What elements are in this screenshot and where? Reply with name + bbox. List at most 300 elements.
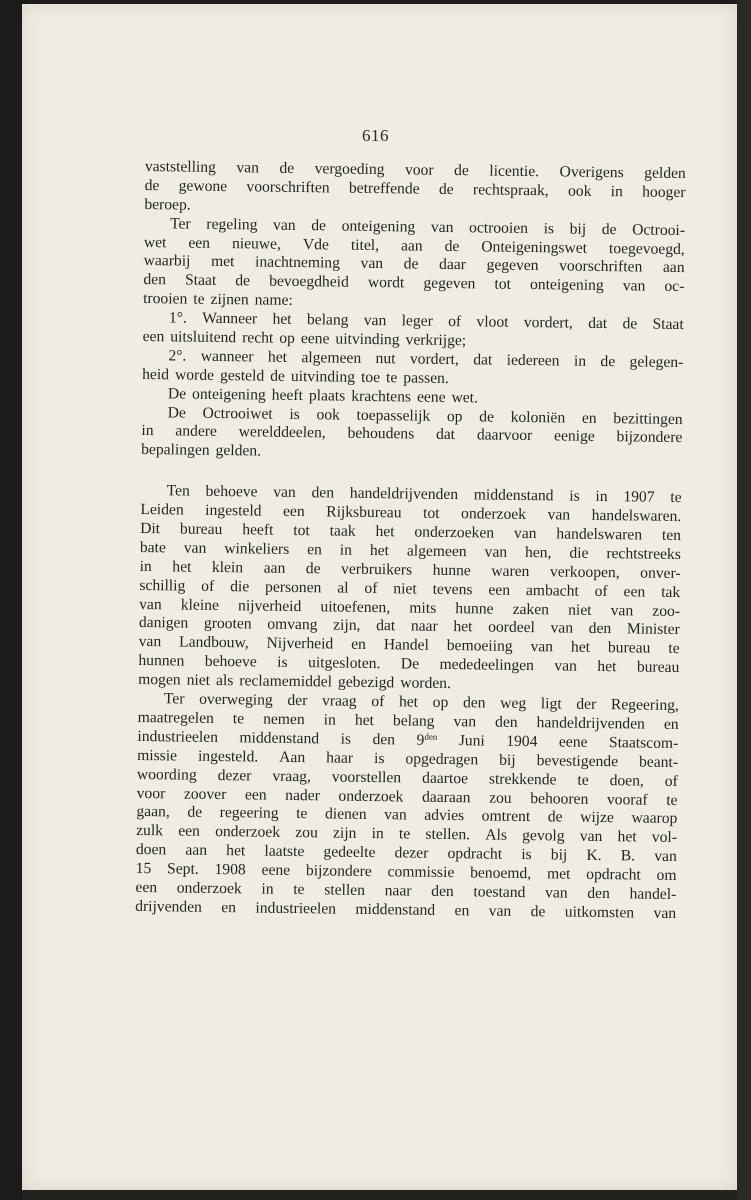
word: de (600, 352, 616, 371)
word: den (588, 620, 612, 638)
word: te (398, 825, 411, 843)
word: is (373, 749, 385, 767)
word: met (546, 865, 571, 883)
word: ingesteld (205, 501, 262, 520)
word: den (494, 713, 518, 731)
word: ook (567, 182, 592, 200)
word: 1907 (623, 488, 655, 506)
word: Vde (302, 235, 330, 253)
word: algemeen (301, 348, 362, 367)
word: heid (142, 365, 170, 384)
word: 1904 (506, 732, 538, 751)
word: handelswaren (556, 525, 643, 544)
word: bepalingen (141, 441, 210, 460)
word: en (581, 409, 597, 427)
word: een (135, 878, 158, 897)
word: toegevoegd, (608, 239, 685, 258)
word: is (569, 487, 580, 505)
word: uitvinding (335, 330, 400, 349)
word: waarop (631, 809, 678, 828)
word: den (372, 730, 396, 749)
word: tot (422, 504, 440, 523)
word: woording (136, 765, 197, 784)
word: De (167, 385, 187, 403)
word: uitvinding (290, 367, 356, 386)
word: tot (293, 522, 310, 540)
word: Staatscom- (608, 733, 679, 752)
word: van (554, 657, 577, 675)
word: opdracht (447, 845, 503, 863)
word: missie (137, 746, 178, 765)
word: al (337, 579, 349, 597)
word: van (513, 524, 537, 543)
word: middenstand (473, 486, 554, 505)
word: in (610, 182, 623, 201)
word: daar (438, 256, 467, 274)
word: vraag (321, 692, 357, 710)
word: een (623, 583, 646, 601)
word: name: (254, 291, 293, 310)
word: Staat (652, 315, 684, 334)
word: het (597, 658, 617, 676)
word: industrieelen (255, 899, 337, 918)
word: grooten (203, 615, 252, 633)
word: bureau (179, 520, 223, 539)
word: 1908 (214, 861, 246, 879)
word: trooien (143, 290, 188, 308)
word: onderzoek (460, 505, 527, 524)
word: leger (401, 312, 433, 330)
word: Staat (184, 271, 217, 290)
paragraph-group-middenstand (135, 482, 682, 924)
word: onteigening (341, 217, 416, 236)
word: van (550, 619, 574, 638)
word: te (293, 880, 305, 899)
word: Minister (626, 620, 680, 639)
word: en (454, 901, 470, 920)
word: het (226, 842, 246, 860)
word: de (305, 559, 321, 578)
word: van (236, 159, 260, 177)
word: van (360, 255, 384, 273)
word: dezer (394, 844, 429, 862)
word: andere (175, 422, 218, 441)
word: of (201, 577, 215, 595)
word: van (547, 506, 571, 524)
word: van (622, 277, 646, 295)
word: de (403, 255, 419, 274)
word: de (144, 176, 160, 195)
word: de (547, 808, 563, 826)
word: onderzoek (215, 823, 281, 842)
word: is (277, 654, 288, 672)
word: van (488, 902, 512, 920)
word: gegeven (423, 274, 476, 293)
word: Wanneer (202, 309, 258, 328)
word: de (622, 315, 638, 333)
word: en (663, 715, 679, 733)
word: voor (404, 161, 434, 179)
word: uitoefenen, (320, 597, 391, 616)
word: zijn, (333, 616, 361, 635)
word: bijzondere (305, 862, 372, 881)
word: te (296, 805, 308, 823)
word: oordeel (488, 619, 535, 637)
word: regeling (206, 215, 258, 234)
word: mits (409, 599, 437, 617)
word: het (267, 348, 288, 366)
word: daartoe (421, 769, 469, 787)
word: Octrooi- (632, 221, 686, 239)
word: op (446, 407, 463, 425)
word: wanneer (200, 347, 254, 366)
word: vergoeding (314, 160, 385, 179)
word: uitgesloten. (307, 654, 381, 673)
word: toe (360, 368, 381, 386)
word: de (454, 162, 469, 180)
word: op (279, 329, 296, 347)
word: behoeve (205, 483, 258, 501)
word: tevens (432, 580, 473, 599)
word: te (670, 489, 682, 507)
word: voor (136, 784, 166, 802)
word: naar (384, 882, 412, 900)
word: omvang (267, 616, 318, 634)
word: dezer (217, 766, 252, 785)
word: voorstellen (331, 768, 402, 787)
word: in (573, 352, 587, 370)
word: gedeelte (323, 843, 376, 862)
word: dat (473, 351, 493, 369)
word: dat (435, 426, 456, 444)
word: inachtneming (254, 253, 341, 273)
word: is (289, 405, 300, 423)
word: te (666, 791, 678, 809)
word: eene (416, 388, 446, 406)
word: is (340, 730, 352, 748)
word: de (270, 367, 286, 385)
word: commissie (387, 863, 455, 882)
word: omtrent (481, 807, 531, 826)
word: het (354, 711, 375, 729)
word: Sept. (167, 860, 199, 878)
word: nader (285, 786, 320, 804)
word: het (172, 558, 192, 576)
word: zaken (512, 600, 550, 618)
word: schillig (139, 576, 186, 595)
word: strekkende (488, 770, 557, 789)
word: een (282, 502, 305, 521)
word: ambacht (525, 581, 579, 600)
word: van (138, 633, 162, 651)
word: middenstand (355, 900, 436, 919)
word: de (444, 237, 460, 255)
word: zoo- (652, 602, 681, 620)
word: gewone (178, 177, 228, 195)
word: die (569, 544, 589, 562)
word: de (311, 216, 327, 235)
word: Onteigeningswet (481, 237, 588, 257)
word: mogen (138, 671, 181, 689)
word: daaraan (421, 788, 471, 806)
word: of (371, 693, 385, 711)
word: bezittingen (613, 409, 683, 428)
word: haar (326, 749, 354, 767)
word: zoover (183, 785, 227, 803)
word: aan (263, 559, 286, 577)
word: aan (185, 841, 208, 860)
word: handeldrijvenden (349, 484, 459, 504)
word: ingesteld. (197, 747, 259, 766)
word: bij (499, 751, 516, 769)
word: danigen (138, 614, 189, 633)
word: passen. (403, 369, 449, 387)
word: gebezigd (337, 673, 395, 692)
word: klein (211, 558, 244, 577)
word: benoemd, (470, 864, 532, 883)
word: rechtspraak, (472, 181, 549, 200)
word: industrieelen (137, 727, 219, 746)
word: maatregelen (137, 708, 214, 727)
word: van (610, 601, 634, 620)
word: vloot (476, 313, 509, 331)
word: beroep. (144, 195, 191, 214)
word: verkrijge; (405, 331, 467, 350)
word: gelden (644, 164, 686, 183)
word: $9^{den}$ (416, 731, 438, 749)
word: de (438, 180, 454, 198)
word: doen, (609, 771, 644, 790)
word: gelegen- (629, 353, 684, 371)
word: voorschriften (559, 257, 643, 276)
word: den (311, 484, 335, 502)
word: vordert, (523, 314, 573, 332)
word: een (488, 581, 511, 599)
word: van (139, 595, 162, 613)
word: gevolg (522, 827, 565, 845)
word: waarbij (143, 252, 191, 271)
word: wet. (451, 388, 479, 407)
word: regeering (219, 804, 279, 823)
word: de (479, 407, 495, 426)
word: bate (139, 538, 166, 557)
word: of (364, 579, 378, 597)
word: behoeve (204, 653, 257, 671)
word: gesteld (219, 366, 265, 385)
word: hunnen (138, 652, 185, 670)
word: dat (588, 314, 608, 333)
word: een (188, 234, 211, 252)
word: niet (393, 579, 417, 598)
word: middenstand (239, 729, 320, 748)
word: opdracht (586, 865, 641, 884)
word: bij (569, 220, 587, 238)
word: daarvoor (476, 426, 533, 445)
word: ook (316, 405, 341, 424)
word: 15 (135, 860, 152, 878)
word: te (193, 290, 205, 309)
word: eene (558, 733, 588, 751)
scan-border-bottom (22, 1190, 737, 1200)
word: handel- (629, 885, 677, 903)
word: rechtstreeks (606, 544, 681, 563)
word: bureau (636, 658, 680, 677)
word: onteigening (529, 276, 604, 295)
word: toestand (473, 883, 526, 901)
word: als (215, 672, 234, 690)
word: laatste (264, 842, 305, 861)
word: der (576, 695, 597, 713)
word: winkeliers (224, 539, 290, 558)
word: koloniën (510, 408, 566, 427)
word: der (287, 691, 308, 710)
word: en (221, 898, 237, 917)
word: van (579, 828, 603, 846)
word: een (178, 822, 201, 841)
word: titel, (350, 236, 380, 254)
word: onderzoek (176, 879, 242, 898)
word: zou (489, 789, 512, 807)
word: opgedragen (405, 750, 479, 769)
word: vraag, (272, 767, 312, 785)
word: of (594, 582, 608, 600)
word: den (143, 271, 167, 289)
word: met (210, 253, 235, 271)
word: handelswaren. (591, 507, 682, 526)
word: hunne (455, 599, 494, 618)
word: eene (261, 861, 291, 880)
word: het (272, 310, 292, 329)
word: bemoeiing (446, 637, 513, 656)
word: in (323, 711, 336, 729)
word: te (232, 710, 245, 728)
word: die (230, 577, 250, 596)
word: naar (410, 618, 438, 636)
word: van (453, 713, 477, 731)
word: zou (295, 824, 318, 842)
word: doen (135, 841, 167, 859)
word: Ter (163, 690, 185, 708)
word: Regeering, (610, 696, 679, 715)
word: het (369, 541, 390, 560)
word: vaststelling (144, 158, 217, 176)
word: in (339, 541, 353, 559)
word: van (183, 539, 207, 557)
word: van (363, 312, 387, 330)
word: van (273, 483, 296, 502)
word: of (448, 313, 462, 331)
word: Rijksbureau (326, 503, 402, 522)
word: behooren (530, 789, 589, 808)
word: de (235, 272, 251, 290)
word: de (530, 902, 546, 921)
word: van (530, 638, 554, 656)
word: een (142, 328, 165, 346)
word: Ter (170, 215, 191, 233)
word: nut (375, 349, 396, 368)
word: stellen (324, 881, 366, 899)
word: heeft (271, 386, 304, 404)
word: algemeen (406, 542, 467, 561)
word: den (462, 694, 486, 712)
word: in (261, 880, 274, 898)
word: niet (186, 671, 211, 690)
word: verbruikers (341, 560, 413, 579)
word: op (432, 693, 449, 712)
word: 2°. (168, 347, 187, 365)
word: 1°. (168, 309, 187, 327)
word: zijn (332, 824, 357, 843)
word: ten (661, 526, 682, 545)
word: drijvenden (135, 897, 202, 916)
word: hen, (524, 543, 552, 562)
word: zulk (136, 822, 164, 840)
word: B. (620, 847, 636, 865)
word: stellen. (425, 826, 471, 844)
word: in (371, 825, 384, 843)
word: bevestigende (536, 751, 619, 770)
word: van (272, 216, 296, 234)
word: en (351, 636, 367, 654)
word: reclamemiddel (239, 672, 333, 691)
body-text (135, 158, 686, 924)
word: in (139, 557, 152, 575)
word: De (167, 403, 186, 422)
word: onderzoeken (414, 523, 495, 542)
word: het (398, 693, 419, 711)
page-number: 616 (362, 126, 389, 145)
word: te (577, 771, 589, 789)
word: personen (264, 578, 322, 597)
word: oc- (664, 278, 685, 296)
word: uitsluitend (170, 328, 237, 347)
word: vol- (651, 828, 678, 847)
word: bevoegdheid (269, 272, 349, 292)
word: Nijverheid (266, 635, 334, 653)
word: uitkomsten (564, 903, 635, 922)
word: tot (494, 275, 512, 294)
word: onver- (640, 564, 681, 582)
word: onderzoek (338, 787, 404, 805)
word: licentie. (489, 162, 540, 181)
word: onteigening (191, 385, 266, 404)
word: vordert, (409, 350, 459, 369)
word: ligt (540, 695, 562, 713)
word: van (653, 904, 677, 922)
word: in (141, 422, 154, 440)
word: mededeelingen (439, 656, 535, 675)
paragraph-group-octrooiwet (141, 158, 686, 467)
word: wordt (367, 274, 405, 292)
word: zijnen (210, 291, 249, 309)
word: Landbouw, (178, 633, 249, 652)
word: Ten (166, 482, 190, 500)
word: worden. (400, 674, 452, 693)
word: in (595, 488, 608, 506)
word: te (385, 368, 398, 387)
word: en (307, 541, 322, 559)
word: van (654, 847, 677, 866)
word: weg (500, 694, 527, 713)
word: gelden. (215, 442, 262, 460)
word: het (375, 523, 395, 541)
word: om (656, 866, 677, 885)
word: nemen (263, 710, 305, 729)
word: tak (661, 583, 681, 601)
word: de (601, 220, 617, 238)
word: de (187, 804, 203, 822)
word: krachtens (351, 387, 412, 406)
